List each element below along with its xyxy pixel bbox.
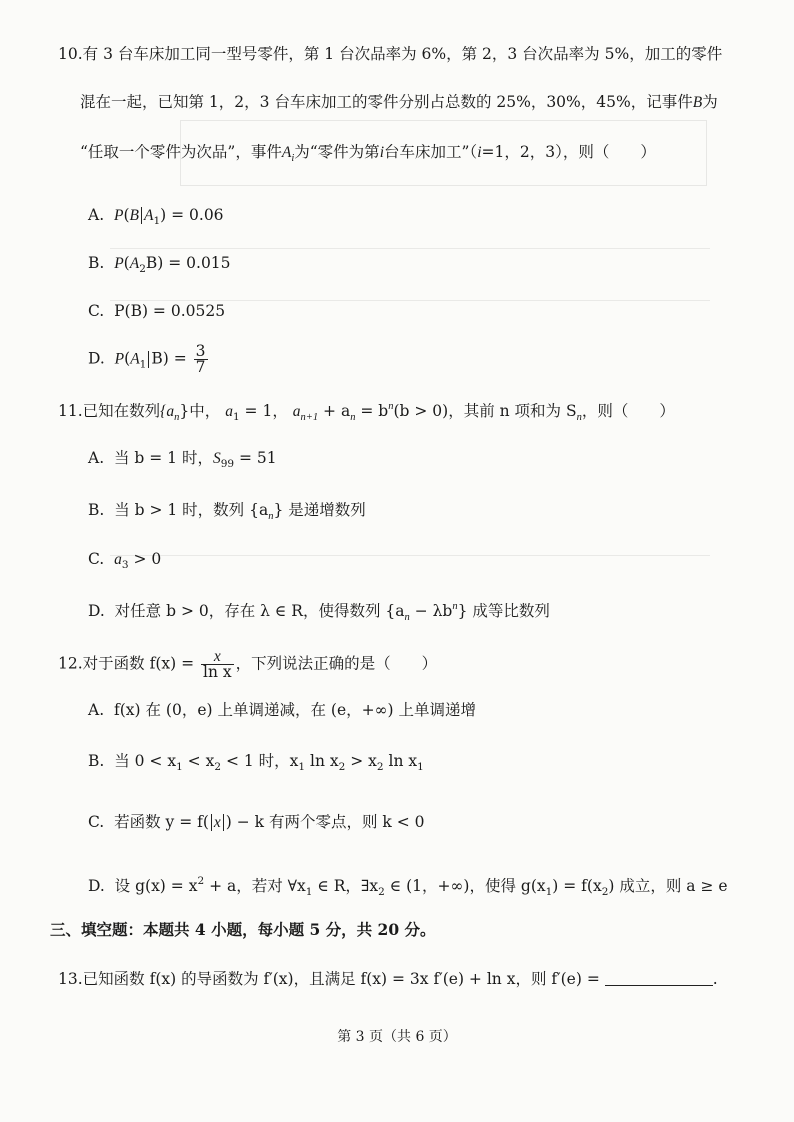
- q11-option-b: B. 当 b > 1 时，数列 $\{a_n\}$ 是递增数列: [88, 501, 366, 522]
- q10-option-d: D. $P(A_1$ B) = $\frac{3}{7}$: [88, 342, 206, 376]
- q12-option-b: B. 当 $0 < x_1 < x_2 < 1$ 时，$x_1$ $\ln x_2 > x_2$ $\ln x_1$: [88, 752, 424, 773]
- fraction-x-over-lnx: $\frac{x}{\text{ln x}}$: [203, 648, 232, 681]
- bleed-through-line: [110, 555, 710, 556]
- q10-line1: 10.有 3 台车床加工同一型号零件，第 1 台次品率为 6%，第 2，3 台次品率为 5%，加工的零件: [58, 45, 723, 63]
- fraction-3-7: $\frac{3}{7}$: [195, 342, 206, 376]
- q10-option-a: A. P(B $A_1) = 0.06$: [88, 206, 224, 227]
- q10-option-b: B. $P(A_2B) = 0.015$: [88, 254, 231, 275]
- q10-line2: 混在一起，已知第 1，2，3 台车床加工的零件分别占总数的 25%，30%，45%，记事件B为: [80, 93, 718, 111]
- q10-line3: “任取一个零件为次品”，事件$A_i$为“零件为第i台车床加工”（i=1，2，3），则（ ）: [80, 143, 656, 164]
- q13-stem: 13.已知函数 f(x) 的导函数为 f′(x)，且满足 f(x) = 3x f′(e) + ln x，则 f′(e) = .: [58, 970, 718, 988]
- bleed-through-line: [110, 248, 710, 249]
- q11-option-c: C. $a_3 > 0$: [88, 550, 162, 571]
- q11-option-a: A. 当 b = 1 时，$S_{99} = 51$: [88, 449, 277, 470]
- q12-option-a: A. f(x) 在 (0，e) 上单调递减，在 (e，+∞) 上单调递增: [88, 701, 476, 719]
- section-3-heading: 三、填空题：本题共 4 小题，每小题 5 分，共 20 分。: [50, 920, 436, 939]
- q11-stem: 11.已知在数列$\{a_n\}$中， $a_1 = 1$， $a_{n+1} + a_n = b^n(b > 0)$，其前 n 项和为 $S_n$，则（ ）: [58, 401, 675, 423]
- answer-blank[interactable]: [605, 971, 713, 986]
- q10-option-c: C. P(B) = 0.0525: [88, 302, 226, 320]
- q12-stem: 12.对于函数 f(x) = $\frac{x}{\text{ln x}}$ ，下列说法正确的是（ ）: [58, 648, 438, 681]
- q12-option-c: C. 若函数 y = f( x ) − k 有两个零点，则 k < 0: [88, 813, 425, 831]
- q12-option-d: D. 设 $g(x) = x^2 + a$，若对 $\forall x_1$ ∈ R，$\exists x_2$ ∈ (1，+∞)，使得 $g(x_1) = f(x_2)$ 成立，则 a ≥ e: [88, 875, 728, 898]
- page-number: 第 3 页（共 6 页）: [337, 1029, 457, 1045]
- q11-option-d: D. 对任意 b > 0，存在 λ ∈ R，使得数列 $\{a_n - \lambda b^n\}$ 成等比数列: [88, 601, 550, 623]
